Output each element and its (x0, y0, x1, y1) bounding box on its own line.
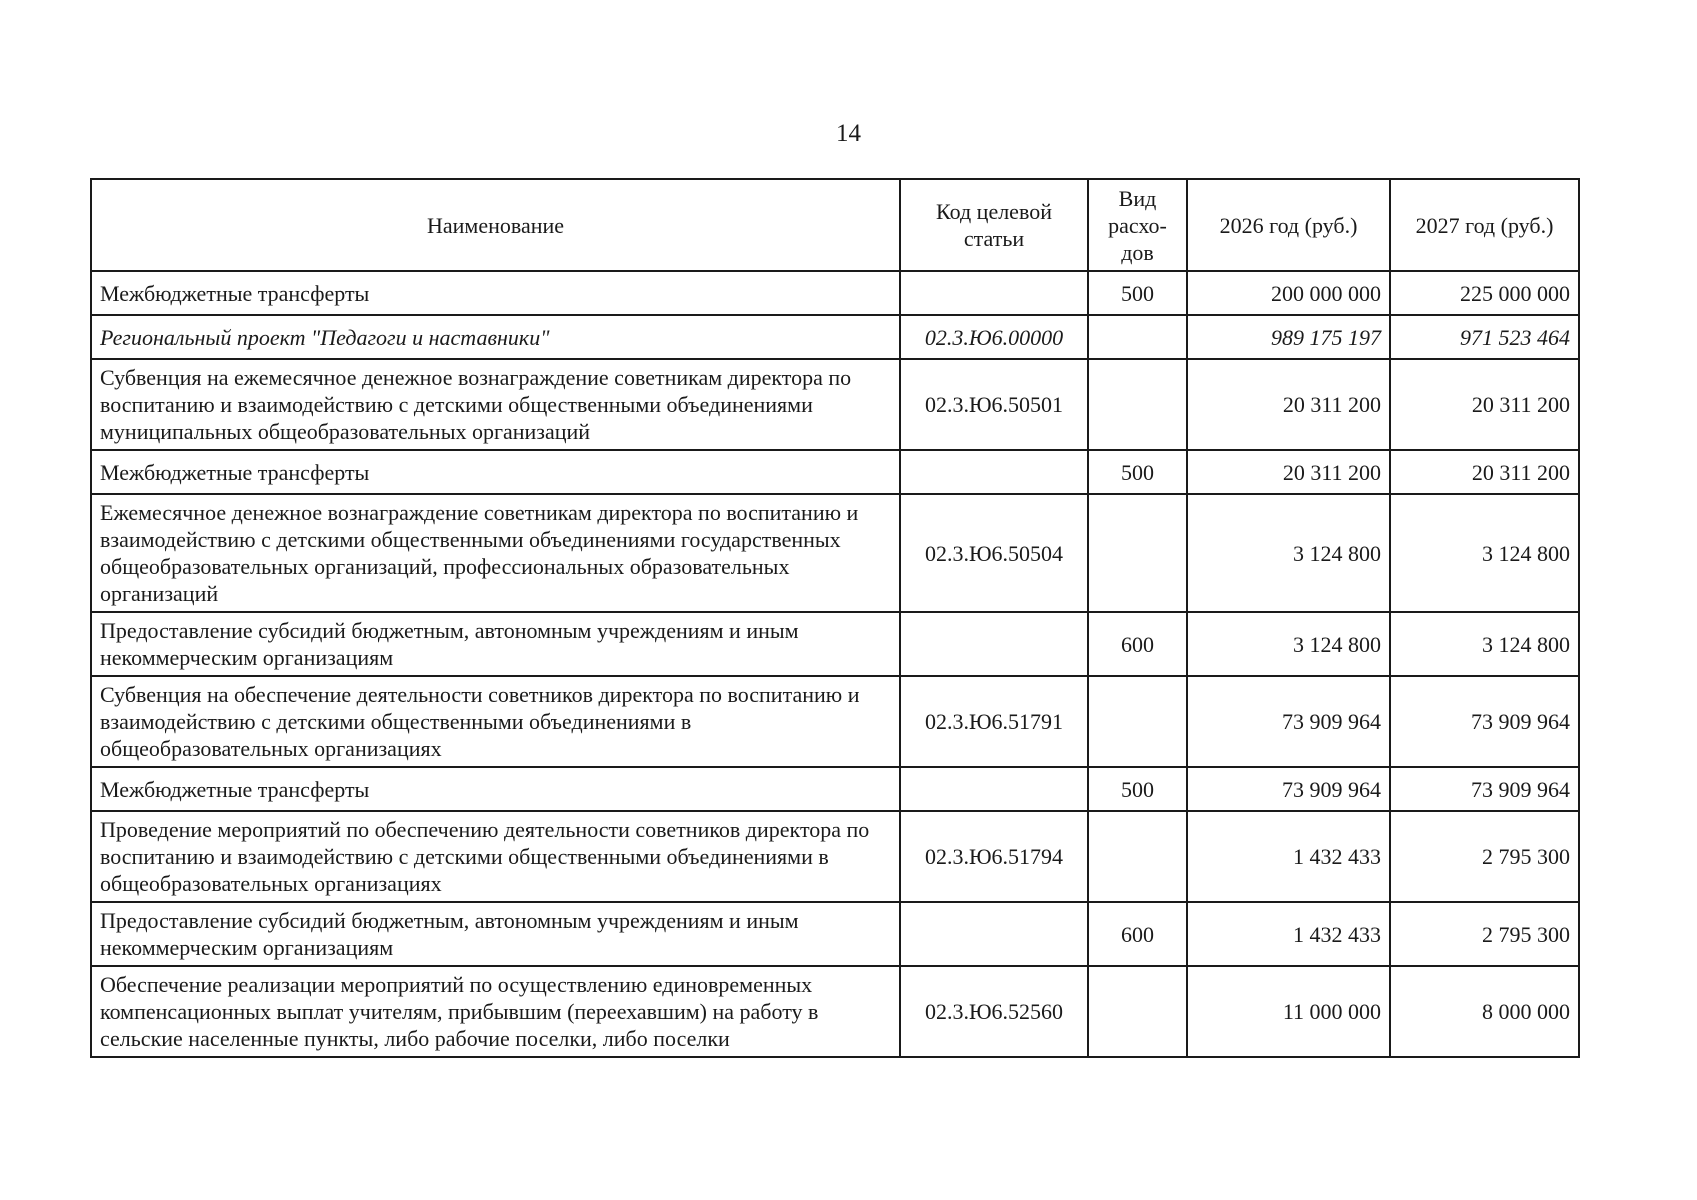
row-2026: 73 909 964 (1187, 676, 1390, 767)
row-name: Обеспечение реализации мероприятий по осуществлению единовременных компенсационных выплат учителям, прибывшим (переехавшим) на работу в сельские населенные пункты, либо рабочие поселки, либо поселки (91, 966, 900, 1057)
header-code: Код целевой статьи (900, 179, 1088, 271)
row-type: 600 (1088, 902, 1187, 966)
row-type (1088, 966, 1187, 1057)
row-name: Межбюджетные трансферты (91, 271, 900, 315)
row-type (1088, 811, 1187, 902)
row-code (900, 767, 1088, 811)
table-row (91, 966, 1579, 1057)
table-row (91, 494, 1579, 612)
table-row (91, 271, 1579, 315)
row-type (1088, 359, 1187, 450)
row-name: Предоставление субсидий бюджетным, автономным учреждениям и иным некоммерческим организациям (91, 612, 900, 676)
row-code (900, 271, 1088, 315)
row-2027: 73 909 964 (1390, 767, 1579, 811)
row-2027: 20 311 200 (1390, 359, 1579, 450)
row-type (1088, 315, 1187, 359)
page-number: 14 (836, 120, 861, 147)
row-code (900, 612, 1088, 676)
row-2026: 11 000 000 (1187, 966, 1390, 1057)
table-row (91, 902, 1579, 966)
table-row (91, 811, 1579, 902)
row-2027: 3 124 800 (1390, 494, 1579, 612)
row-2026: 73 909 964 (1187, 767, 1390, 811)
table-header-row (91, 179, 1579, 271)
row-name: Проведение мероприятий по обеспечению деятельности советников директора по воспитанию и взаимодействию с детскими общественными объединениями в общеобразовательных организациях (91, 811, 900, 902)
row-code: 02.3.Ю6.50501 (900, 359, 1088, 450)
row-type: 500 (1088, 271, 1187, 315)
row-type (1088, 676, 1187, 767)
row-name: Ежемесячное денежное вознаграждение советникам директора по воспитанию и взаимодействию с детскими общественными объединениями государственных общеобразовательных организаций, профессиональных образовательных организаций (91, 494, 900, 612)
row-2027: 73 909 964 (1390, 676, 1579, 767)
row-2027: 971 523 464 (1390, 315, 1579, 359)
row-code (900, 450, 1088, 494)
row-code: 02.3.Ю6.50504 (900, 494, 1088, 612)
row-2026: 989 175 197 (1187, 315, 1390, 359)
header-year-2026: 2026 год (руб.) (1187, 179, 1390, 271)
row-name: Предоставление субсидий бюджетным, автономным учреждениям и иным некоммерческим организациям (91, 902, 900, 966)
row-2027: 8 000 000 (1390, 966, 1579, 1057)
table-row (91, 450, 1579, 494)
row-2027: 2 795 300 (1390, 811, 1579, 902)
table-row (91, 612, 1579, 676)
row-2026: 1 432 433 (1187, 811, 1390, 902)
budget-table (90, 178, 1580, 1058)
row-name: Субвенция на обеспечение деятельности советников директора по воспитанию и взаимодействию с детскими общественными объединениями в общеобразовательных организациях (91, 676, 900, 767)
row-2027: 20 311 200 (1390, 450, 1579, 494)
row-code (900, 902, 1088, 966)
row-name: Субвенция на ежемесячное денежное вознаграждение советникам директора по воспитанию и взаимодействию с детскими общественными объединениями муниципальных общеобразовательных организаций (91, 359, 900, 450)
table-row (91, 676, 1579, 767)
row-name: Региональный проект "Педагоги и наставники" (91, 315, 900, 359)
row-2026: 3 124 800 (1187, 612, 1390, 676)
row-code: 02.3.Ю6.51794 (900, 811, 1088, 902)
row-2026: 1 432 433 (1187, 902, 1390, 966)
row-name: Межбюджетные трансферты (91, 450, 900, 494)
row-code: 02.3.Ю6.00000 (900, 315, 1088, 359)
row-name: Межбюджетные трансферты (91, 767, 900, 811)
row-2026: 20 311 200 (1187, 359, 1390, 450)
header-year-2027: 2027 год (руб.) (1390, 179, 1579, 271)
row-2027: 225 000 000 (1390, 271, 1579, 315)
table-row (91, 359, 1579, 450)
table-row (91, 767, 1579, 811)
row-code: 02.3.Ю6.52560 (900, 966, 1088, 1057)
row-type (1088, 494, 1187, 612)
row-type: 500 (1088, 767, 1187, 811)
row-2027: 2 795 300 (1390, 902, 1579, 966)
row-type: 600 (1088, 612, 1187, 676)
row-2026: 3 124 800 (1187, 494, 1390, 612)
row-type: 500 (1088, 450, 1187, 494)
row-2027: 3 124 800 (1390, 612, 1579, 676)
header-name: Наименование (91, 179, 900, 271)
row-2026: 200 000 000 (1187, 271, 1390, 315)
row-2026: 20 311 200 (1187, 450, 1390, 494)
table-row (91, 315, 1579, 359)
header-type: Вид расхо-дов (1088, 179, 1187, 271)
row-code: 02.3.Ю6.51791 (900, 676, 1088, 767)
